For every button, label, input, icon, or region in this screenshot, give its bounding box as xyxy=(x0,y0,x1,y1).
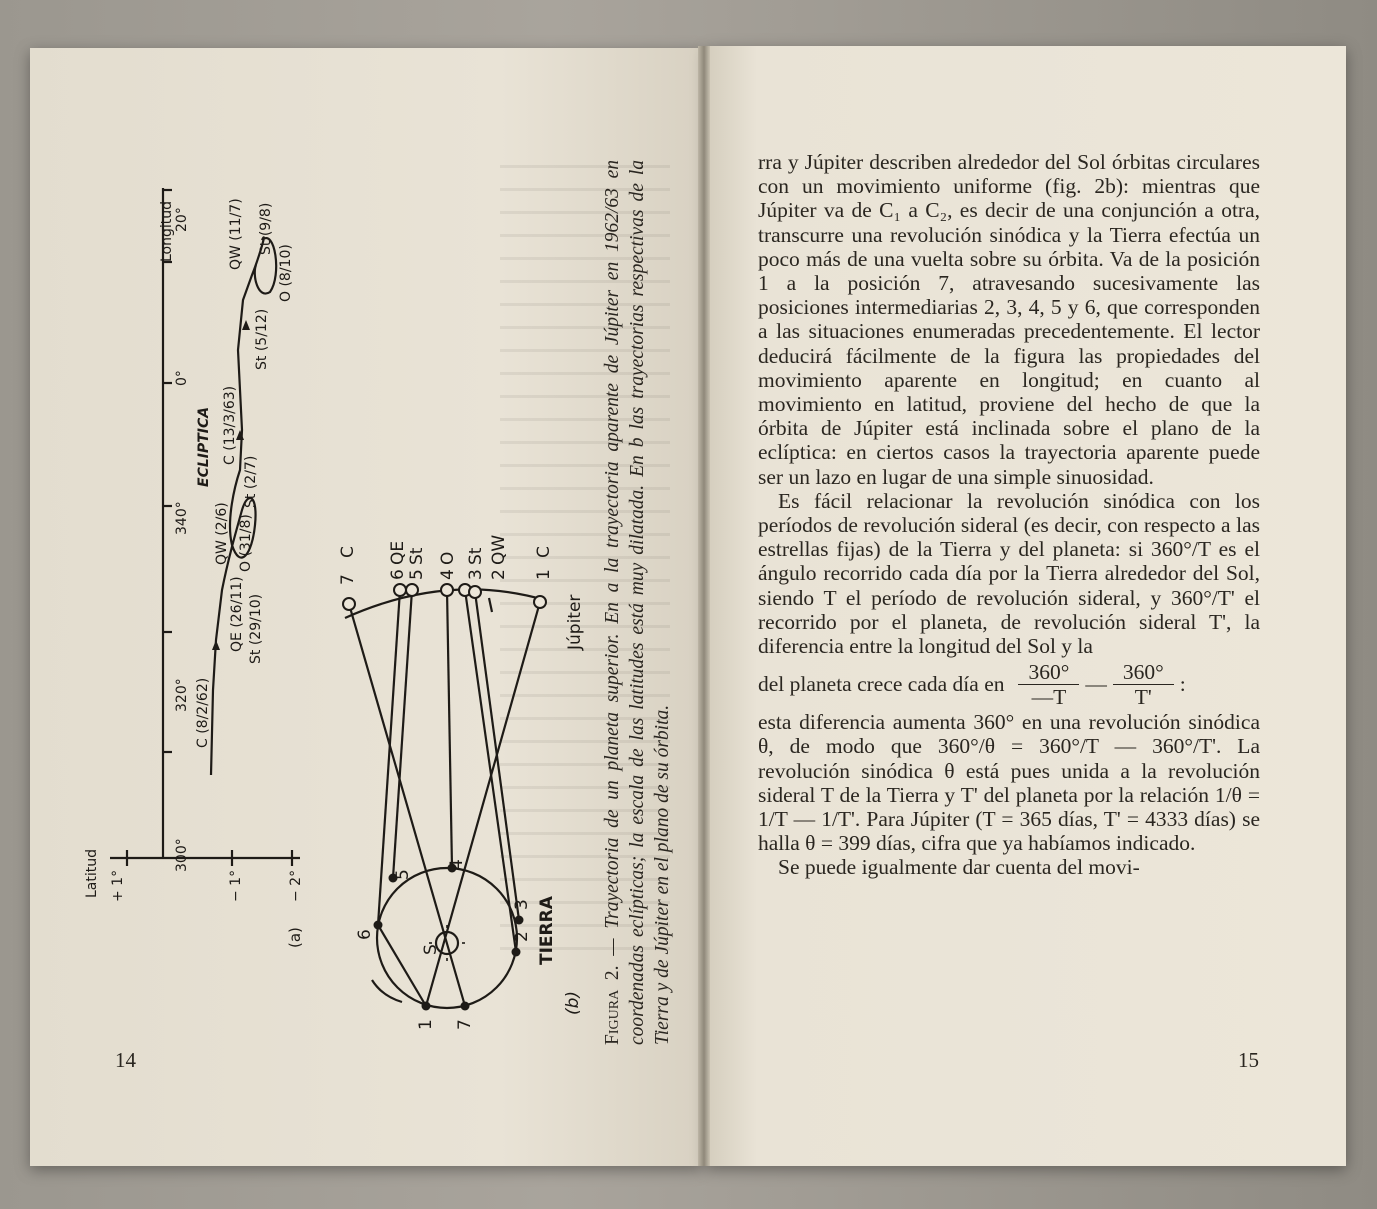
jupiter-event-st3: St xyxy=(466,547,486,565)
jupiter-pos-4: 4 xyxy=(438,569,458,580)
fraction-planet-numerator: 360° xyxy=(1113,660,1174,685)
earth-orbit xyxy=(377,868,517,1008)
label-st-29-10: St (29/10) xyxy=(248,593,264,664)
jupiter-pos-7: 7 xyxy=(338,574,358,585)
earth-pos-6: 6 xyxy=(355,929,375,940)
label-qe-26-11: QE (26/11) xyxy=(229,576,245,652)
jupiter-pos-6: 6 xyxy=(388,569,408,580)
jupiter-event-c7: C xyxy=(338,546,358,558)
caption-text: — Trayectoria de un planeta superior. En a la trayectoria aparente de Júpiter en 1962/63 en coordenadas eclípticas; la escala de las latitudes está muy dilatada. En b las trayectorias respectivas de la Tierra y de Júpiter en el plano de su órbita. xyxy=(602,160,673,1045)
label-qw-2-6: QW (2/6) xyxy=(214,502,230,565)
earth-pos-2: 2 xyxy=(512,931,532,942)
label-c-13-3-63: C (13/3/63) xyxy=(222,385,238,465)
sun-label: S xyxy=(421,944,441,955)
longitude-axis-title: Longitud xyxy=(159,200,175,262)
lon-tick-20: 20° xyxy=(174,207,190,232)
label-st-2-7: St (2/7) xyxy=(243,455,259,508)
earth-pos-1: 1 xyxy=(416,1019,436,1030)
latitude-axis-title: Latitud xyxy=(84,848,100,898)
label-st-5-12: St (5/12) xyxy=(254,308,270,370)
earth-pos-4: 4 xyxy=(447,859,467,870)
label-qw-11-7: QW (11/7) xyxy=(228,198,244,270)
fraction-planet xyxy=(1113,660,1174,709)
formula-prefix: del planeta crece cada día en xyxy=(758,672,1005,697)
paragraph-1: rra y Júpiter describen alrededor del Sol órbitas circulares con un movimiento uniforme (fig. 2b): mientras que Júpiter va de C₁ a C₂, es decir de una conjunción a otra, transcurre una revolución sinódica y la Tierra efectúa un poco más de una vuelta sobre su órbita. Va de la posición 1 a la posición 7, atravesando sucesivamente las posiciones intermediarias 2, 3, 4, 5 y 6, que corresponden a las situaciones enumeradas precedentemente. El lector deducirá fácilmente de la figura las propiedades del movimiento aparente en longitud; en cuanto al movimiento en latitud, proviene del hecho de que la órbita de Júpiter está inclinada sobre el plano de la eclíptica: en ciertos casos la trayectoria aparente puede ser un lazo en lugar de una simple sinuosidad. xyxy=(758,150,1260,489)
label-o-31-8: O (31/8) xyxy=(238,514,254,572)
right-page-body xyxy=(758,150,1260,880)
jupiter-event-qe: QE xyxy=(388,540,408,565)
earth-label: TIERRA xyxy=(537,896,557,965)
paragraph-2a: Es fácil relacionar la revolución sinódica con los períodos de revolución sideral (es decir, con respecto a las estrellas fijas) de la Tierra y del planeta: si 360°/T es el ángulo recorrido cada día por la Tierra alrededor del Sol, siendo T el período de revolución sideral, y 360°/T' el recorrido por el planeta, de revolución sideral T', la diferencia entre la longitud del Sol y la xyxy=(758,488,1260,659)
figure-caption xyxy=(600,160,675,1045)
page-number-left: 14 xyxy=(115,1048,136,1072)
page-number-right: 15 xyxy=(1238,1048,1259,1072)
lon-tick-300: 300° xyxy=(174,838,190,872)
jupiter-event-st5: St xyxy=(407,547,427,565)
panel-a-label: (a) xyxy=(286,927,304,948)
formula-line xyxy=(758,658,1260,710)
jupiter-event-qw: QW xyxy=(489,534,509,565)
earth-pos-7: 7 xyxy=(455,1019,475,1030)
label-o-8-10: O (8/10) xyxy=(278,244,294,302)
formula-minus: — xyxy=(1085,672,1107,697)
jupiter-pos-1: 1 xyxy=(534,569,554,580)
fraction-earth xyxy=(1018,660,1079,709)
jupiter-pos-2: 2 xyxy=(489,569,509,580)
jupiter-pos-5: 5 xyxy=(407,569,427,580)
fraction-planet-denominator: T' xyxy=(1134,684,1152,709)
ecliptic-label: ECLIPTICA xyxy=(196,406,212,487)
jupiter-event-c1: C xyxy=(534,546,554,558)
orbit-arrow xyxy=(372,980,402,1002)
panel-b-label: (b) xyxy=(563,990,583,1015)
paragraph-3: Se puede igualmente dar cuenta del movi- xyxy=(778,855,1140,880)
fraction-earth-denominator: —T xyxy=(1031,684,1067,709)
lon-tick-340: 340° xyxy=(174,501,190,535)
paragraph-2b: esta diferencia aumenta 360° en una revolución sinódica θ, de modo que 360°/θ = 360°/T — 360°/T'. La revolución sinódica θ está pues unida a la revolución sideral T de la Tierra y T' del planeta por la relación 1/θ = 1/T — 1/T'. Para Júpiter (T = 365 días, T' = 4333 días) se halla θ = 399 días, cifra que ya habíamos indicado. xyxy=(758,710,1260,856)
jupiter-label: Júpiter xyxy=(565,594,585,650)
lon-tick-0: 0° xyxy=(174,370,190,386)
earth-pos-5: 5 xyxy=(393,869,413,880)
lon-tick-320: 320° xyxy=(174,678,190,712)
fraction-earth-numerator: 360° xyxy=(1018,660,1079,685)
jupiter-pos-3: 3 xyxy=(466,569,486,580)
jupiter-event-o: O xyxy=(438,551,458,565)
earth-pos-3: 3 xyxy=(512,899,532,910)
label-c-8-2-62: C (8/2/62) xyxy=(195,677,211,748)
caption-label: Figura 2. xyxy=(602,965,623,1045)
lat-tick-plus1: + 1° xyxy=(110,869,126,902)
lat-tick-minus2: − 2° xyxy=(288,869,304,902)
formula-suffix: : xyxy=(1179,672,1186,697)
lat-tick-minus1: − 1° xyxy=(228,869,244,902)
label-st-9-8: St (9/8) xyxy=(258,202,274,255)
